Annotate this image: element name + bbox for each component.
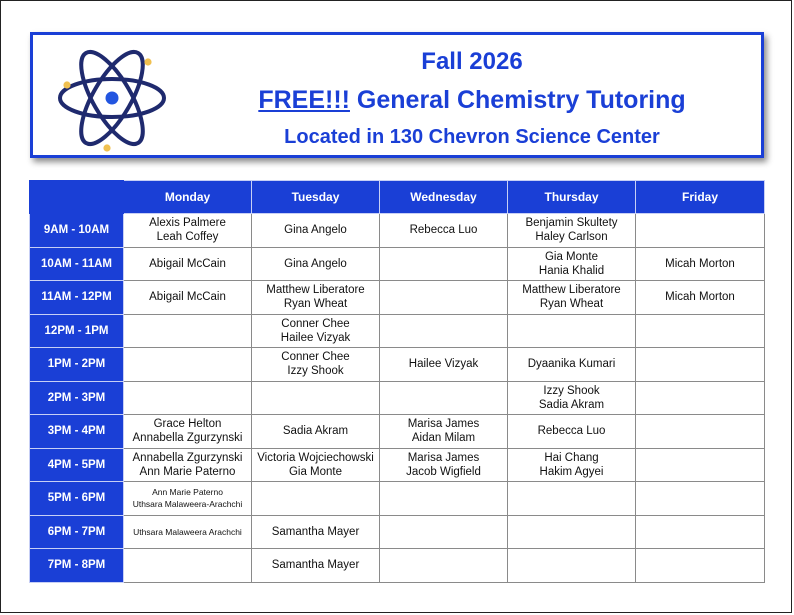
day-header-thursday: Thursday bbox=[508, 181, 636, 214]
schedule-cell bbox=[124, 482, 252, 516]
atom-icon bbox=[55, 41, 169, 155]
semester-title: Fall 2026 bbox=[421, 48, 523, 75]
schedule-cell bbox=[124, 281, 252, 315]
schedule-cell bbox=[636, 549, 765, 583]
schedule-cell bbox=[124, 515, 252, 549]
schedule-cell bbox=[252, 247, 380, 281]
table-row bbox=[30, 348, 765, 382]
time-slot-label: 6PM - 7PM bbox=[30, 515, 124, 549]
tutor-name: Benjamin Skultety bbox=[525, 217, 618, 230]
tutor-name: Sadia Akram bbox=[282, 425, 349, 438]
schedule-cell bbox=[380, 515, 508, 549]
header-banner bbox=[30, 32, 764, 158]
tutor-name: Micah Morton bbox=[665, 291, 735, 304]
schedule-cell bbox=[252, 515, 380, 549]
time-slot-label: 7PM - 8PM bbox=[30, 549, 124, 583]
schedule-cell bbox=[636, 381, 765, 415]
tutor-name: Alexis Palmere bbox=[149, 217, 226, 230]
program-title-text: General Chemistry Tutoring bbox=[349, 86, 686, 114]
table-row bbox=[30, 549, 765, 583]
schedule-cell bbox=[124, 381, 252, 415]
schedule-cell bbox=[124, 314, 252, 348]
tutor-name: Samantha Mayer bbox=[271, 559, 360, 572]
schedule-cell bbox=[636, 515, 765, 549]
tutor-name: Hakim Agyei bbox=[539, 465, 604, 478]
tutor-name: Gina Angelo bbox=[284, 257, 347, 270]
tutor-name: Jacob Wigfield bbox=[406, 465, 481, 478]
time-slot-label: 9AM - 10AM bbox=[30, 214, 124, 248]
schedule-cell bbox=[508, 448, 636, 482]
schedule-cell bbox=[508, 314, 636, 348]
schedule-cell bbox=[508, 515, 636, 549]
location-text: Located in 130 Chevron Science Center bbox=[284, 126, 660, 148]
schedule-cell bbox=[380, 247, 508, 281]
time-slot-label: 2PM - 3PM bbox=[30, 381, 124, 415]
schedule-cell bbox=[380, 314, 508, 348]
tutor-name: Uthsara Malaweera Arachchi bbox=[133, 526, 242, 537]
schedule-cell bbox=[124, 247, 252, 281]
schedule-body bbox=[30, 214, 765, 583]
table-row bbox=[30, 314, 765, 348]
tutor-name: Gina Angelo bbox=[284, 224, 347, 237]
tutor-name: Ryan Wheat bbox=[539, 298, 604, 311]
schedule-cell bbox=[380, 214, 508, 248]
tutor-name: Hailee Vizyak bbox=[280, 331, 351, 344]
header-corner-cell bbox=[30, 181, 124, 214]
tutor-name: Izzy Shook bbox=[543, 384, 600, 397]
schedule-cell bbox=[636, 448, 765, 482]
tutor-name: Hai Chang bbox=[544, 451, 599, 464]
time-slot-label: 10AM - 11AM bbox=[30, 247, 124, 281]
tutor-name: Grace Helton bbox=[153, 418, 222, 431]
schedule-cell bbox=[636, 281, 765, 315]
schedule-cell bbox=[636, 348, 765, 382]
schedule-cell bbox=[636, 415, 765, 449]
day-header-friday: Friday bbox=[636, 181, 765, 214]
tutor-name: Leah Coffey bbox=[156, 231, 219, 244]
schedule-cell bbox=[252, 281, 380, 315]
schedule-cell bbox=[252, 482, 380, 516]
tutor-name: Sadia Akram bbox=[538, 398, 605, 411]
time-slot-label: 1PM - 2PM bbox=[30, 348, 124, 382]
schedule-cell bbox=[508, 281, 636, 315]
schedule-cell bbox=[508, 415, 636, 449]
schedule-cell bbox=[124, 415, 252, 449]
schedule-cell bbox=[508, 247, 636, 281]
table-row bbox=[30, 482, 765, 516]
tutor-name: Abigail McCain bbox=[149, 257, 226, 270]
tutor-name: Hailee Vizyak bbox=[408, 358, 479, 371]
tutor-name: Marisa James bbox=[407, 418, 480, 431]
tutor-name: Gia Monte bbox=[288, 465, 343, 478]
free-label: FREE!!! bbox=[258, 86, 350, 114]
schedule-cell bbox=[508, 214, 636, 248]
tutor-name: Ryan Wheat bbox=[283, 298, 348, 311]
tutor-name: Gia Monte bbox=[544, 250, 599, 263]
day-header-tuesday: Tuesday bbox=[252, 181, 380, 214]
time-slot-label: 12PM - 1PM bbox=[30, 314, 124, 348]
table-row bbox=[30, 281, 765, 315]
schedule-cell bbox=[380, 448, 508, 482]
table-row bbox=[30, 415, 765, 449]
tutor-name: Conner Chee bbox=[281, 351, 350, 364]
time-slot-label: 3PM - 4PM bbox=[30, 415, 124, 449]
schedule-cell bbox=[508, 348, 636, 382]
schedule-cell bbox=[252, 348, 380, 382]
tutor-name: Annabella Zgurzynski bbox=[132, 451, 243, 464]
tutor-name: Izzy Shook bbox=[287, 365, 344, 378]
day-header-wednesday: Wednesday bbox=[380, 181, 508, 214]
tutor-name: Abigail McCain bbox=[149, 291, 226, 304]
schedule-cell bbox=[636, 482, 765, 516]
schedule-cell bbox=[508, 549, 636, 583]
schedule-cell bbox=[124, 214, 252, 248]
day-header-monday: Monday bbox=[124, 181, 252, 214]
time-slot-label: 5PM - 6PM bbox=[30, 482, 124, 516]
tutor-name: Conner Chee bbox=[281, 317, 350, 330]
schedule-cell bbox=[380, 348, 508, 382]
tutor-name: Dyaanika Kumari bbox=[527, 358, 616, 371]
table-row bbox=[30, 381, 765, 415]
schedule-cell bbox=[380, 281, 508, 315]
schedule-cell bbox=[252, 314, 380, 348]
tutor-name: Micah Morton bbox=[665, 257, 735, 270]
tutor-name: Victoria Wojciechowski bbox=[257, 451, 374, 464]
schedule-cell bbox=[124, 348, 252, 382]
tutor-name: Hania Khalid bbox=[538, 264, 605, 277]
schedule-cell bbox=[380, 381, 508, 415]
schedule-cell bbox=[380, 549, 508, 583]
program-title bbox=[183, 86, 761, 115]
tutor-name: Marisa James bbox=[407, 451, 480, 464]
schedule-cell bbox=[252, 448, 380, 482]
tutor-name: Rebecca Luo bbox=[409, 224, 478, 237]
schedule-cell bbox=[380, 482, 508, 516]
time-slot-label: 4PM - 5PM bbox=[30, 448, 124, 482]
tutor-name: Matthew Liberatore bbox=[266, 284, 365, 297]
tutor-name: Haley Carlson bbox=[535, 231, 608, 244]
tutoring-schedule-table bbox=[29, 180, 765, 583]
table-row bbox=[30, 515, 765, 549]
tutor-name: Matthew Liberatore bbox=[522, 284, 621, 297]
schedule-cell bbox=[252, 381, 380, 415]
schedule-cell bbox=[380, 415, 508, 449]
time-slot-label: 11AM - 12PM bbox=[30, 281, 124, 315]
schedule-cell bbox=[252, 549, 380, 583]
tutor-name: Ann Marie Paterno bbox=[152, 487, 223, 498]
table-header-row bbox=[30, 181, 765, 214]
table-row bbox=[30, 247, 765, 281]
tutor-name: Annabella Zgurzynski bbox=[132, 432, 243, 445]
schedule-cell bbox=[636, 214, 765, 248]
tutor-name: Samantha Mayer bbox=[271, 525, 360, 538]
table-row bbox=[30, 214, 765, 248]
tutor-name: Rebecca Luo bbox=[537, 425, 606, 438]
schedule-cell bbox=[252, 214, 380, 248]
table-row bbox=[30, 448, 765, 482]
tutor-name: Ann Marie Paterno bbox=[139, 465, 236, 478]
schedule-cell bbox=[508, 482, 636, 516]
schedule-cell bbox=[124, 448, 252, 482]
schedule-cell bbox=[252, 415, 380, 449]
tutor-name: Aidan Milam bbox=[411, 432, 476, 445]
schedule-cell bbox=[124, 549, 252, 583]
schedule-cell bbox=[636, 247, 765, 281]
schedule-cell bbox=[508, 381, 636, 415]
tutor-name: Uthsara Malaweera-Arachchi bbox=[132, 499, 243, 510]
schedule-cell bbox=[636, 314, 765, 348]
